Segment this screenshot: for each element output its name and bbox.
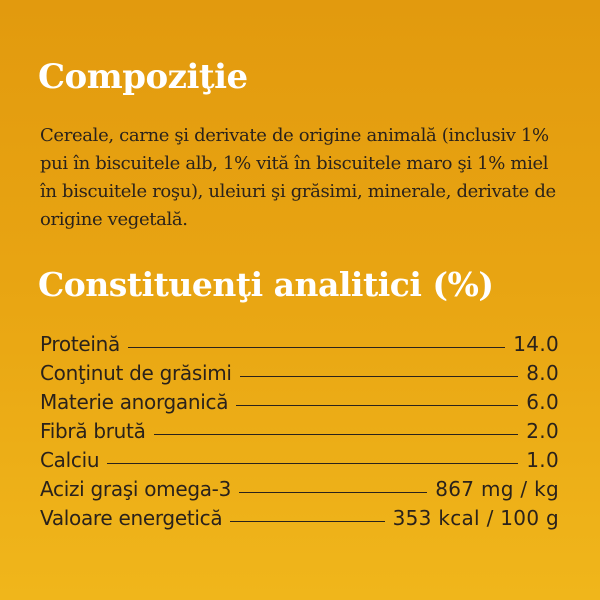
row-label: Proteină [40, 332, 120, 356]
row-label: Conţinut de grăsimi [40, 361, 232, 385]
row-label: Calciu [40, 448, 100, 472]
analytics-table [40, 330, 559, 533]
row-leader-line [240, 376, 519, 377]
composition-text: Cereale, carne şi derivate de origine animală (inclusiv 1% pui în biscuitele alb, 1% vită în biscuitele maro şi 1% miel în biscuitele roşu), uleiuri şi grăsimi, minerale, derivate de origine vegetală. [40, 125, 556, 230]
row-value: 353 kcal / 100 g [392, 506, 559, 530]
row-leader-line [128, 347, 505, 348]
row-leader-line [239, 492, 427, 493]
row-leader-line [154, 434, 519, 435]
analytics-row-omega3 [40, 475, 559, 504]
analytics-row-fat [40, 359, 559, 388]
analytics-row-inorganic [40, 388, 559, 417]
row-value: 8.0 [526, 361, 559, 385]
analytics-row-calcium [40, 446, 559, 475]
row-label: Fibră brută [40, 419, 146, 443]
analytics-heading: Constituenţi analitici (%) [38, 265, 494, 304]
row-leader-line [107, 463, 518, 464]
row-value: 2.0 [526, 419, 559, 443]
row-label: Acizi graşi omega-3 [40, 477, 232, 501]
composition-heading: Compoziţie [38, 57, 248, 97]
row-label: Valoare energetică [40, 506, 223, 530]
row-leader-line [230, 521, 384, 522]
row-value: 6.0 [526, 390, 559, 414]
row-value: 867 mg / kg [435, 477, 559, 501]
row-value: 14.0 [513, 332, 559, 356]
analytics-row-protein [40, 330, 559, 359]
analytics-row-energy [40, 504, 559, 533]
row-label: Materie anorganică [40, 390, 229, 414]
row-leader-line [236, 405, 518, 406]
analytics-row-fibre [40, 417, 559, 446]
row-value: 1.0 [526, 448, 559, 472]
